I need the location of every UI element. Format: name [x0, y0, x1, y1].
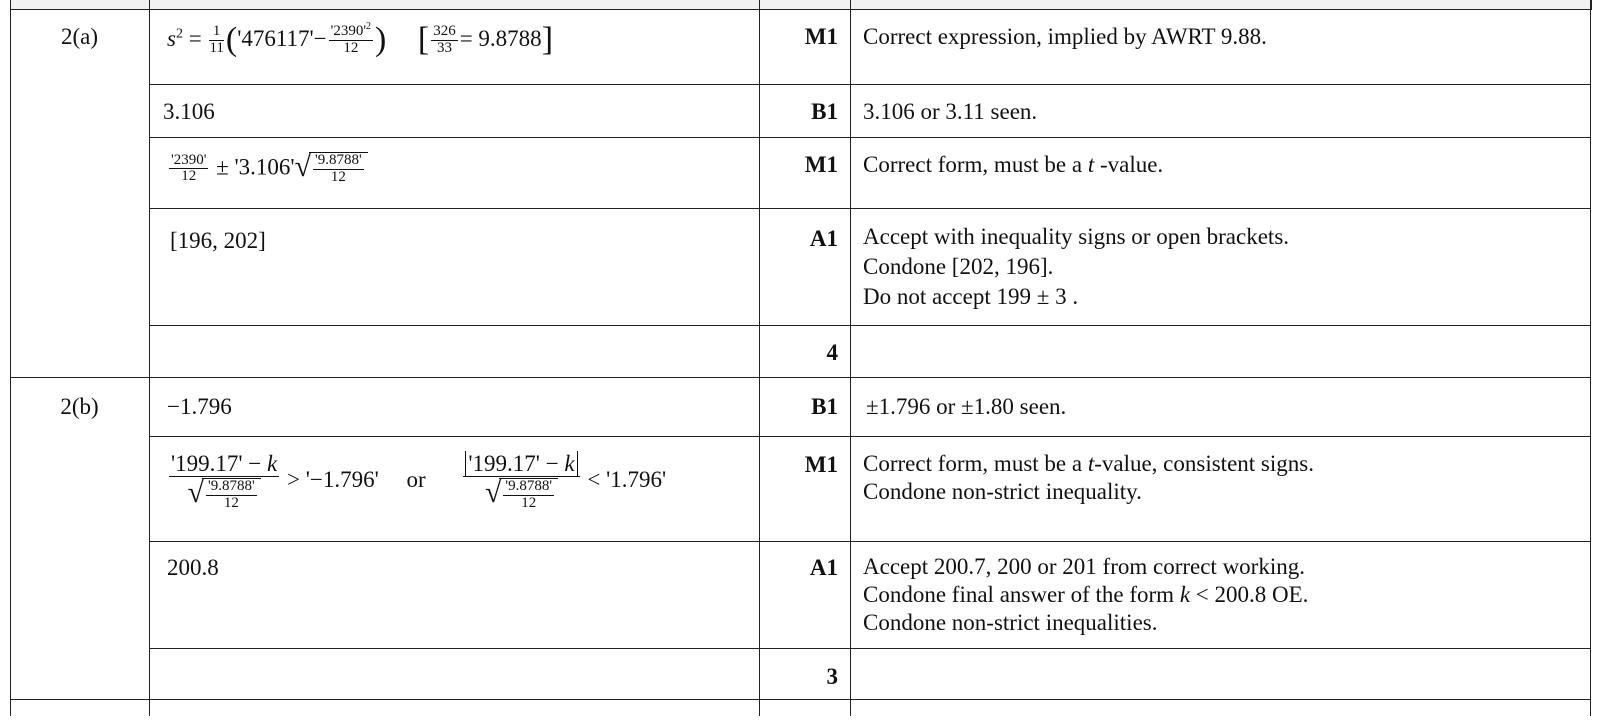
note-line — [863, 450, 1583, 478]
math-term: '476117' — [237, 26, 314, 51]
note-line: Condone non-strict inequality. — [863, 479, 1142, 504]
note-italic: t — [1087, 152, 1095, 177]
fraction-denominator: 12 — [223, 494, 239, 511]
note-line: Accept with inequality signs or open brackets. — [863, 224, 1290, 249]
note-line: Condone [202, 196]. — [863, 254, 1054, 279]
fraction-numerator: '9.8788' — [315, 152, 362, 169]
section-divider — [10, 377, 1591, 378]
mark-code: M1 — [804, 452, 838, 477]
fraction-denominator: 12 — [521, 494, 537, 511]
row-divider — [149, 208, 1591, 209]
math-operator: ± — [210, 154, 235, 180]
table-border-right — [1590, 0, 1591, 716]
math-term: '2390' — [330, 23, 367, 40]
note-italic: k — [1179, 582, 1191, 607]
fraction-denominator: 12 — [181, 168, 197, 185]
guidance-note: 3.106 or 3.11 seen. — [863, 99, 1038, 124]
math-exponent: 2 — [366, 21, 372, 33]
fraction — [431, 24, 458, 57]
square-root — [295, 152, 368, 186]
row-divider — [149, 648, 1591, 649]
fraction-numerator — [169, 452, 279, 477]
math-operator: − — [313, 26, 327, 51]
bracket-open: [ — [417, 21, 430, 58]
guidance-note — [863, 553, 1583, 637]
fraction — [209, 24, 223, 57]
table-border-left — [10, 0, 11, 716]
fraction-denominator: 33 — [436, 40, 452, 57]
mark-scheme-table — [10, 0, 1592, 716]
math-term: '−1.796' — [305, 467, 379, 493]
column-divider-marks — [850, 0, 851, 716]
math-term: '199.17' − — [468, 451, 565, 476]
radical-sign: √ — [187, 476, 205, 510]
note-text: -value. — [1094, 152, 1164, 177]
radical-sign: √ — [294, 150, 312, 184]
fraction — [503, 479, 554, 512]
bracket-close: ] — [541, 21, 554, 58]
total-marks: 3 — [826, 664, 838, 689]
mark-code: B1 — [811, 99, 838, 124]
question-number: 2(b) — [60, 394, 99, 419]
math-word: or — [406, 467, 426, 493]
fraction-numerator: '2390' — [171, 151, 207, 168]
math-term: = 9.8788 — [459, 26, 542, 51]
answer-interval: [196, 202] — [170, 228, 266, 253]
guidance-note — [863, 222, 1583, 312]
answer-interval-form — [167, 152, 757, 186]
row-divider — [149, 436, 1591, 437]
mark-code: M1 — [804, 24, 838, 49]
math-operator: > — [281, 467, 306, 493]
answer-value: 3.106 — [163, 99, 215, 124]
fraction-numerator — [463, 452, 579, 477]
guidance-note: Correct expression, implied by AWRT 9.88. — [863, 24, 1267, 49]
radicand — [202, 478, 261, 512]
paren-open: ( — [225, 21, 238, 58]
total-marks: 4 — [826, 340, 838, 365]
math-term: '1.796' — [606, 467, 667, 493]
note-text: < 200.8 OE. — [1190, 582, 1309, 607]
fraction — [463, 452, 579, 512]
fraction-numerator: 1 — [209, 24, 223, 41]
math-symbol: k — [267, 451, 278, 476]
note-text: Condone final answer of the form — [863, 582, 1180, 607]
math-symbol: k — [564, 451, 575, 476]
row-divider — [149, 84, 1591, 85]
math-term: '199.17' − — [171, 451, 268, 476]
mark-code: A1 — [809, 226, 838, 251]
question-number: 2(a) — [60, 24, 99, 49]
fraction — [169, 452, 279, 512]
fraction — [329, 21, 373, 57]
fraction-numerator: 326 — [433, 23, 456, 40]
row-divider — [149, 325, 1591, 326]
note-line — [863, 581, 1583, 609]
mark-code: A1 — [809, 555, 838, 580]
note-text: Correct form, must be a — [863, 152, 1088, 177]
math-exponent: 2 — [175, 26, 183, 42]
top-border-strip — [10, 0, 1592, 10]
note-text: Correct form, must be a — [863, 451, 1088, 476]
math-operator: < — [581, 467, 607, 493]
mark-code: B1 — [811, 394, 838, 419]
guidance-note — [863, 150, 1583, 179]
fraction — [169, 153, 208, 186]
answer-value: 200.8 — [167, 555, 219, 580]
note-text: -value, consistent signs. — [1094, 451, 1314, 476]
fraction-denominator: 12 — [343, 40, 359, 57]
fraction — [313, 153, 364, 186]
fraction — [206, 479, 257, 512]
guidance-note: ±1.796 or ±1.80 seen. — [866, 394, 1067, 419]
note-line: Do not accept 199 ± 3 . — [863, 284, 1079, 309]
row-divider — [149, 137, 1591, 138]
math-term: '3.106' — [234, 154, 295, 180]
absolute-value — [465, 451, 577, 476]
square-root — [485, 477, 558, 511]
fraction-numerator: '9.8788' — [208, 478, 255, 495]
note-line: Condone non-strict inequalities. — [863, 610, 1158, 635]
answer-variance-expression — [167, 21, 757, 58]
fraction-denominator — [463, 477, 579, 511]
radicand — [499, 478, 558, 512]
note-italic: t — [1087, 451, 1095, 476]
fraction-numerator — [329, 21, 373, 41]
math-operator: = — [182, 26, 208, 51]
column-divider-question — [149, 0, 150, 716]
radicand — [309, 152, 368, 186]
math-symbol: s — [167, 26, 176, 51]
row-divider — [149, 541, 1591, 542]
table-border-bottom — [10, 699, 1591, 700]
note-line: Accept 200.7, 200 or 201 from correct working. — [863, 554, 1305, 579]
fraction-numerator: '9.8788' — [505, 478, 553, 495]
fraction-denominator: 11 — [209, 40, 224, 57]
answer-value: −1.796 — [167, 394, 232, 419]
answer-test-statistic — [167, 452, 757, 512]
radical-sign: √ — [484, 476, 502, 510]
fraction-denominator — [169, 477, 279, 511]
guidance-note — [863, 450, 1583, 506]
fraction-denominator: 12 — [330, 169, 346, 186]
mark-code: M1 — [804, 152, 838, 177]
paren-close: ) — [375, 21, 387, 58]
square-root — [188, 477, 261, 511]
